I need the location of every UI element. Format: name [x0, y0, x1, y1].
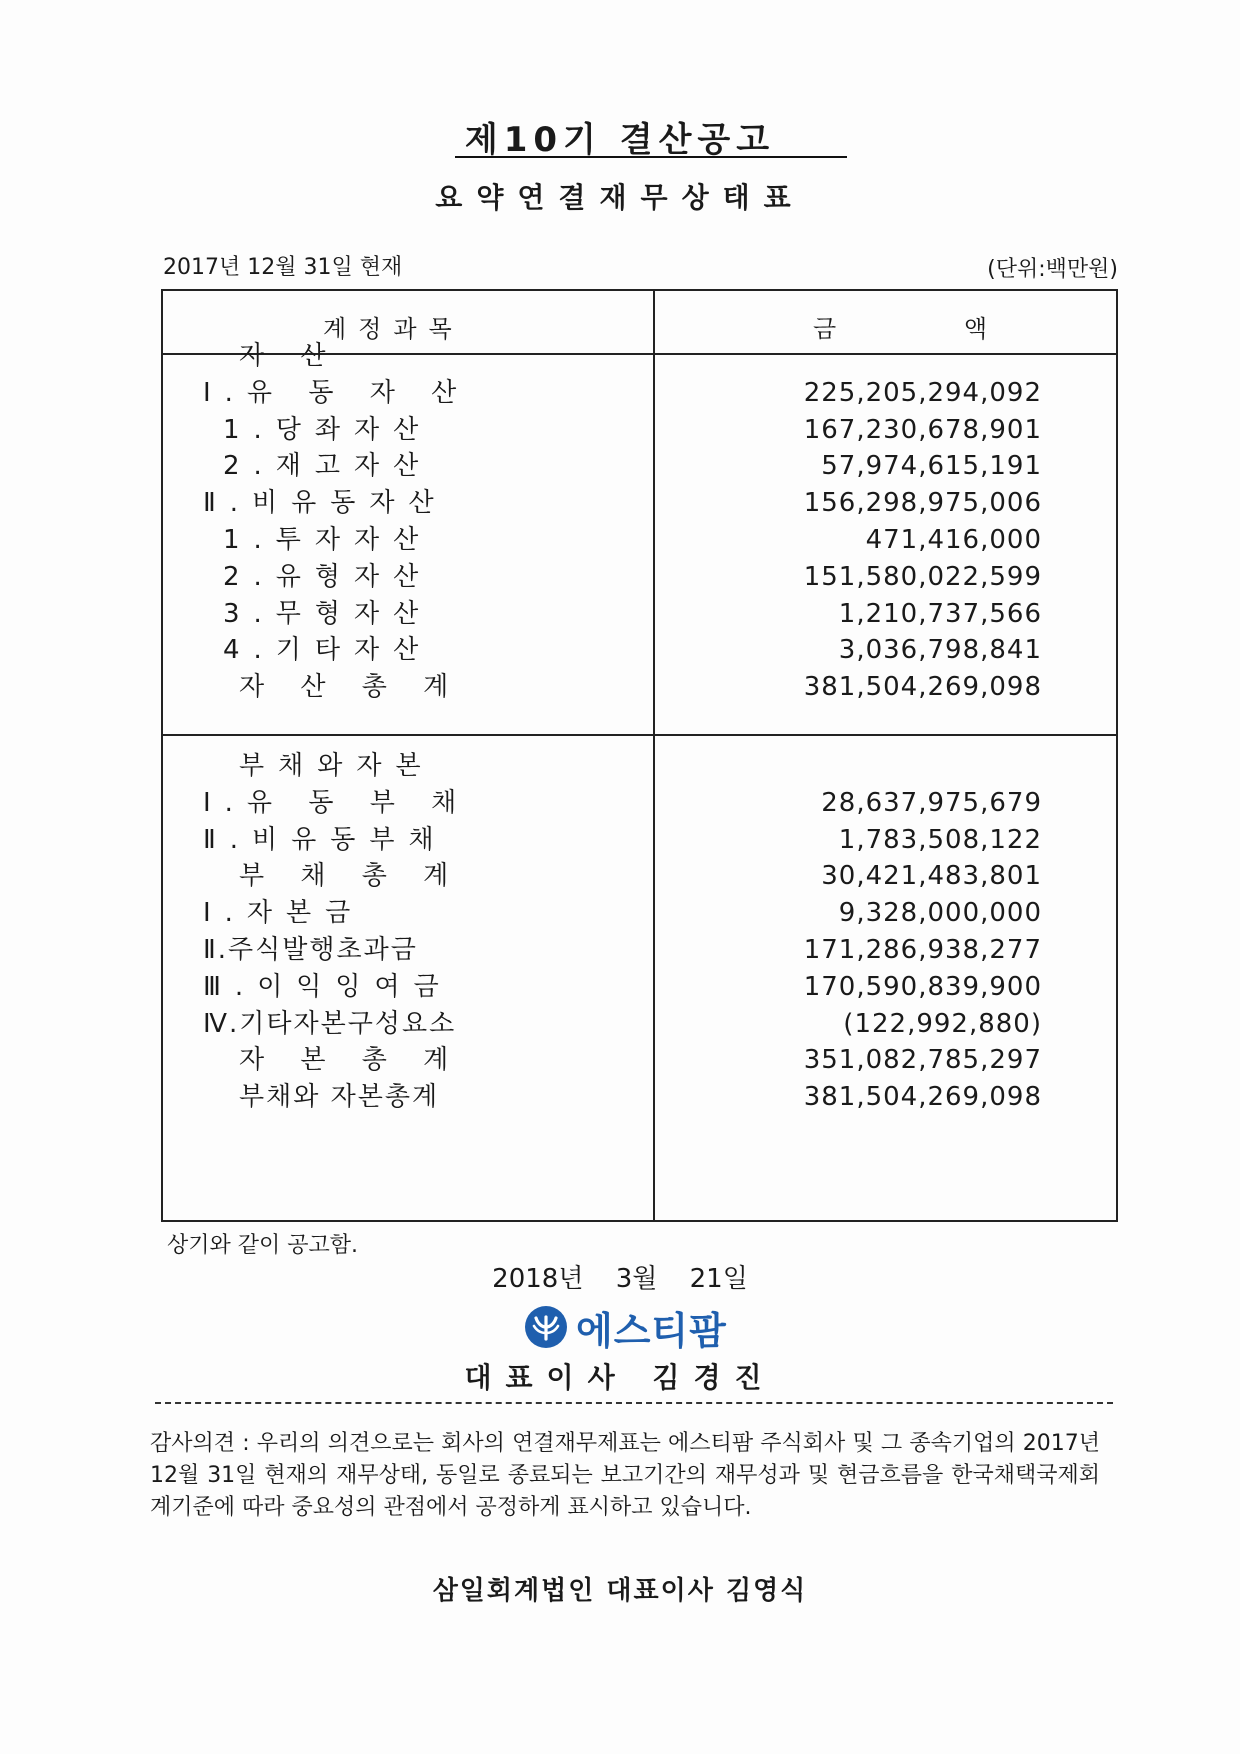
row-amount: 381,504,269,098 — [803, 1082, 1042, 1113]
balance-sheet-table — [161, 289, 1118, 1222]
row-amount: 28,637,975,679 — [821, 787, 1042, 818]
notice-subtitle: 요약연결재무상태표 — [435, 181, 805, 214]
row-amount: 167,230,678,901 — [803, 414, 1042, 445]
audit-opinion: 감사의견 : 우리의 의견으로는 회사의 연결재무제표는 에스티팜 주식회사 및 그 종속기업의 2017년 12월 31일 현재의 재무상태, 동일로 종료되는 보고기간의 재무성과 및 현금흐름을 한국채택국제회계기준에 따라 중요성의 관점에서 공정하게 표시하고 있습니다. — [150, 1431, 1100, 1520]
row-label: 2.재고자산 — [223, 451, 433, 482]
closing-statement: 상기와 같이 공고함. — [167, 1233, 358, 1258]
row-label: Ⅰ.유 동 부 채 — [203, 787, 471, 818]
header-amount: 금 액 — [813, 315, 1047, 343]
row-amount: 151,580,022,599 — [803, 561, 1042, 592]
row-label: 자 본 총 계 — [239, 1045, 463, 1076]
row-label: Ⅱ.주식발행초과금 — [203, 935, 418, 965]
row-label: 부 채 총 계 — [239, 861, 463, 892]
row-label: 2.유형자산 — [223, 561, 433, 592]
header-account: 계정과목 — [323, 315, 464, 343]
row-amount: 156,298,975,006 — [803, 488, 1042, 519]
company-logo — [524, 1305, 727, 1353]
unit-label: (단위:백만원) — [987, 257, 1118, 282]
title-underline — [455, 156, 847, 158]
row-label: Ⅳ.기타자본구성요소 — [203, 1008, 457, 1039]
auditor-signature: 삼일회계법인 대표이사 김영식 — [432, 1576, 808, 1606]
row-amount: 171,286,938,277 — [803, 935, 1042, 965]
notice-title: 제10기 결산공고 — [464, 120, 776, 160]
company-logo-icon — [524, 1305, 568, 1349]
company-name: 에스티팜 — [576, 1308, 727, 1353]
row-label: Ⅱ.비유동자산 — [203, 488, 448, 519]
publication-date: 2018년 3월 21일 — [492, 1264, 748, 1294]
row-amount: 351,082,785,297 — [803, 1045, 1042, 1076]
dashed-divider — [155, 1402, 1113, 1404]
row-label: 4.기타자산 — [223, 635, 433, 666]
row-amount: 1,783,508,122 — [838, 824, 1042, 855]
row-label: Ⅰ.유 동 자 산 — [203, 377, 471, 408]
row-amount: 471,416,000 — [865, 525, 1042, 555]
row-amount: 3,036,798,841 — [838, 635, 1042, 666]
column-divider — [653, 291, 655, 1220]
row-label: Ⅱ.비유동부채 — [203, 824, 448, 855]
row-label: 부채와자본 — [239, 751, 435, 781]
row-amount: 30,421,483,801 — [821, 861, 1042, 892]
row-amount: 170,590,839,900 — [803, 971, 1042, 1002]
row-amount: 1,210,737,566 — [838, 598, 1042, 629]
row-amount: (122,992,880) — [843, 1008, 1042, 1039]
row-amount: 225,205,294,092 — [803, 377, 1042, 408]
row-label: 부채와 자본총계 — [239, 1082, 440, 1113]
row-amount: 57,974,615,191 — [821, 451, 1042, 482]
row-label: 자 산 — [239, 341, 340, 371]
row-label: 3.무형자산 — [223, 598, 433, 629]
row-amount: 9,328,000,000 — [838, 898, 1042, 929]
row-label: 1.당좌자산 — [223, 414, 433, 445]
row-amount: 381,504,269,098 — [803, 672, 1042, 703]
ceo-signature: 대표이사 김경진 — [464, 1361, 776, 1394]
section-divider — [163, 734, 1116, 736]
row-label: Ⅰ.자본금 — [203, 898, 365, 929]
row-label: 자 산 총 계 — [239, 672, 463, 703]
row-label: Ⅲ.이익잉여금 — [203, 971, 453, 1002]
as-of-date: 2017년 12월 31일 현재 — [163, 255, 403, 280]
row-label: 1.투자자산 — [223, 525, 433, 555]
